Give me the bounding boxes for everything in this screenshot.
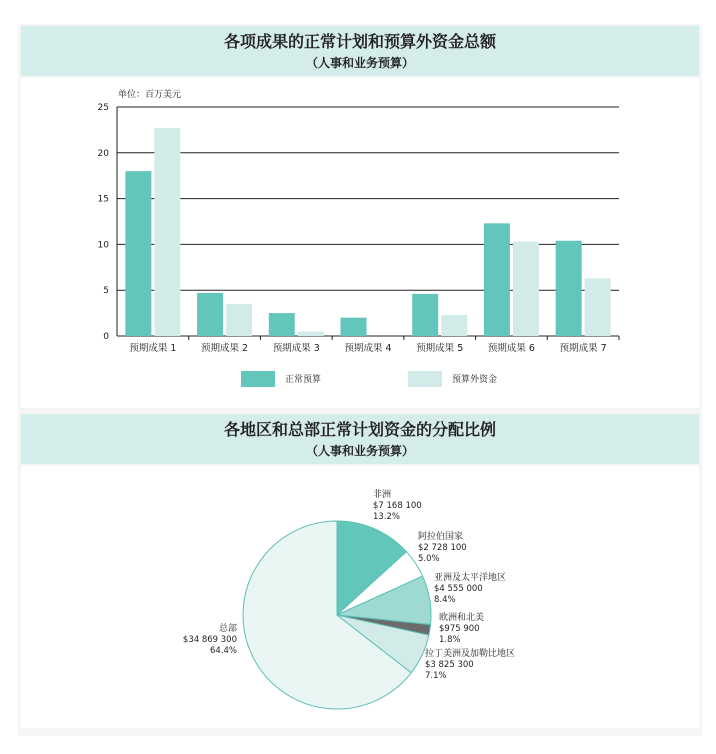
legend-swatch	[408, 371, 442, 387]
bar-chart-title: 各项成果的正常计划和预算外资金总额	[223, 32, 496, 51]
bar-extrabudgetary	[513, 242, 539, 336]
x-tick-label: 预期成果 2	[201, 343, 249, 354]
pie-label-percent: 7.1%	[425, 671, 447, 681]
pie-label-amount: $7 168 100	[373, 501, 422, 511]
y-tick-label: 0	[103, 332, 109, 342]
pie-chart-subtitle: （人事和业务预算）	[305, 444, 414, 458]
pie-label-amount: $3 825 300	[425, 660, 474, 670]
pie-chart-area	[21, 466, 699, 728]
pie-label-percent: 5.0%	[418, 554, 440, 564]
pie-label-name: 总部	[218, 624, 237, 634]
pie-label-percent: 64.4%	[209, 646, 237, 656]
legend-label: 预算外资金	[452, 375, 498, 385]
bar-regular	[125, 171, 151, 336]
x-tick-label: 预期成果 7	[559, 343, 607, 354]
pie-label-group	[183, 622, 237, 656]
pie-label-group	[373, 488, 422, 522]
x-tick-label: 预期成果 5	[416, 343, 464, 354]
pie-label-percent: 1.8%	[439, 635, 461, 645]
x-tick-label: 预期成果 1	[129, 343, 177, 354]
pie-label-name: 非洲	[373, 490, 392, 500]
pie-label-name: 欧洲和北美	[439, 613, 485, 623]
pie-label-amount: $34 869 300	[182, 635, 237, 645]
bar-regular	[197, 293, 223, 336]
pie-label-name: 阿拉伯国家	[418, 532, 464, 542]
legend-label: 正常预算	[285, 375, 322, 385]
x-tick-label: 预期成果 4	[344, 343, 392, 354]
bar-regular	[269, 313, 295, 336]
pie-label-percent: 8.4%	[434, 595, 456, 605]
bar-extrabudgetary	[154, 128, 180, 336]
pie-label-amount: $4 555 000	[434, 584, 483, 594]
bar-extrabudgetary	[585, 278, 611, 336]
bar-chart-area	[21, 78, 699, 408]
bar-regular	[556, 241, 582, 336]
bar-regular	[412, 294, 438, 336]
pie-label-group	[418, 530, 467, 564]
pie-label-name: 亚洲及太平洋地区	[434, 573, 507, 583]
pie-label-group	[434, 571, 506, 605]
bar-extrabudgetary	[441, 315, 467, 336]
pie-label-amount: $975 900	[439, 624, 480, 634]
bar-regular	[341, 318, 367, 336]
pie-label-group	[439, 611, 484, 645]
pie-chart-header	[21, 414, 699, 464]
unit-label: 单位：百万美元	[118, 90, 182, 100]
pie-label-name: 拉丁美洲及加勒比地区	[425, 649, 516, 659]
pie-chart	[21, 466, 699, 728]
x-tick-label: 预期成果 6	[487, 343, 535, 354]
bar-chart	[21, 78, 699, 408]
bar-regular	[484, 223, 510, 336]
pie-label-group	[425, 647, 515, 681]
bar-chart-subtitle: （人事和业务预算）	[305, 56, 414, 70]
y-tick-label: 5	[103, 286, 109, 297]
y-tick-label: 25	[97, 103, 109, 113]
x-tick-label: 预期成果 3	[272, 343, 320, 354]
y-tick-label: 15	[97, 194, 109, 205]
bar-chart-header	[21, 26, 699, 76]
bar-extrabudgetary	[298, 331, 324, 336]
y-tick-label: 10	[97, 240, 109, 251]
pie-label-percent: 13.2%	[373, 512, 401, 522]
legend-swatch	[241, 371, 275, 387]
bar-extrabudgetary	[226, 304, 252, 336]
y-tick-label: 20	[97, 148, 109, 159]
pie-chart-title: 各地区和总部正常计划资金的分配比例	[223, 420, 496, 439]
pie-label-amount: $2 728 100	[418, 543, 467, 553]
